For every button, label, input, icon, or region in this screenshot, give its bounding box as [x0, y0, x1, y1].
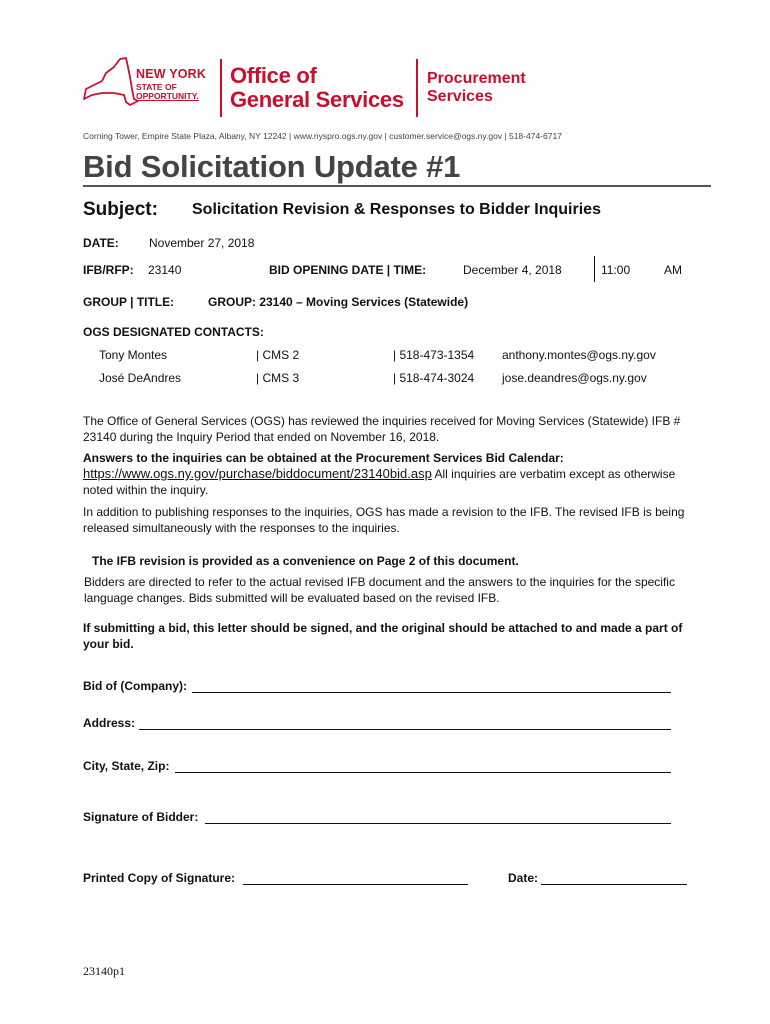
page-title: Bid Solicitation Update #1 [83, 149, 461, 184]
contact-name: José DeAndres [99, 371, 182, 385]
bid-calendar-link[interactable]: https://www.ogs.ny.gov/purchase/biddocument/23140bid.asp [83, 466, 432, 481]
bid-opening-time: 11:00 [601, 263, 631, 277]
contact-address: Corning Tower, Empire State Plaza, Albany, NY 12242 | www.nyspro.ogs.ny.gov | customer.service@ogs.ny.gov | 518-474-6717 [83, 131, 562, 141]
contact-cms: | CMS 3 [256, 371, 300, 385]
contact-cms: | CMS 2 [256, 348, 300, 362]
bid-opening-date: December 4, 2018 [463, 263, 562, 277]
date-sign-label: Date: [508, 871, 539, 885]
ny-tagline: STATE OF OPPORTUNITY. [136, 82, 199, 101]
address-label: Address: [83, 716, 136, 730]
paragraph-revision: In addition to publishing responses to the inquiries, OGS has made a revision to the IFB. The revised IFB is being released simultaneously with the responses to the inquiries. [83, 505, 685, 535]
contact-phone: | 518-473-1354 [393, 348, 475, 362]
printed-label: Printed Copy of Signature: [83, 871, 236, 885]
date-sign-field[interactable] [541, 884, 687, 885]
ifb-label: IFB/RFP: [83, 263, 134, 277]
group-value: GROUP: 23140 – Moving Services (Statewide) [208, 295, 469, 309]
page-footer: 23140p1 [83, 964, 125, 978]
subject-value: Solicitation Revision & Responses to Bidder Inquiries [192, 201, 601, 218]
paragraph-review: The Office of General Services (OGS) has reviewed the inquiries received for Moving Services (Statewide) IFB # 23140 during the Inquiry Period that ended on November 16, 2018. [83, 414, 681, 444]
answers-lead: Answers to the inquiries can be obtained at the Procurement Services Bid Calendar: [83, 451, 564, 465]
time-divider [594, 256, 595, 282]
answers-note: All inquiries are verbatim except as otherwise noted within the inquiry. [83, 467, 676, 497]
paragraph-answers [83, 450, 698, 498]
signature-label: Signature of Bidder: [83, 810, 199, 824]
contact-email[interactable]: jose.deandres@ogs.ny.gov [502, 371, 647, 385]
ny-state-outline-icon [80, 55, 140, 115]
date-label: DATE: [83, 236, 119, 250]
logo-divider-2 [416, 59, 418, 117]
ogs-wordmark: Office of General Services [230, 63, 404, 112]
city-field[interactable] [175, 772, 671, 773]
city-label: City, State, Zip: [83, 759, 170, 773]
subject-label: Subject: [83, 199, 158, 220]
title-rule [83, 185, 711, 187]
paragraph-signing: If submitting a bid, this letter should be signed, and the original should be attached to and made a part of your bid. [83, 621, 683, 651]
date-value: November 27, 2018 [149, 236, 255, 250]
paragraph-directed: Bidders are directed to refer to the actual revised IFB document and the answers to the inquiries for the specific language changes. Bids submitted will be evaluated based on the revised IFB. [84, 575, 675, 605]
signature-field[interactable] [205, 823, 671, 824]
paragraph-convenience: The IFB revision is provided as a convenience on Page 2 of this document. [92, 554, 519, 568]
company-label: Bid of (Company): [83, 679, 187, 693]
address-field[interactable] [139, 729, 671, 730]
ny-wordmark: NEW YORK [136, 67, 207, 81]
procurement-wordmark: Procurement Services [427, 70, 526, 105]
contact-phone: | 518-474-3024 [393, 371, 475, 385]
group-label: GROUP | TITLE: [83, 295, 175, 309]
contact-name: Tony Montes [99, 348, 168, 362]
ifb-value: 23140 [148, 263, 182, 277]
printed-field[interactable] [243, 884, 468, 885]
logo-divider [220, 59, 222, 117]
header-logo [80, 55, 550, 125]
company-field[interactable] [192, 692, 671, 693]
bid-opening-label: BID OPENING DATE | TIME: [269, 263, 427, 277]
contacts-heading: OGS DESIGNATED CONTACTS: [83, 325, 264, 339]
bid-opening-ampm: AM [664, 263, 682, 277]
contact-email[interactable]: anthony.montes@ogs.ny.gov [502, 348, 656, 362]
